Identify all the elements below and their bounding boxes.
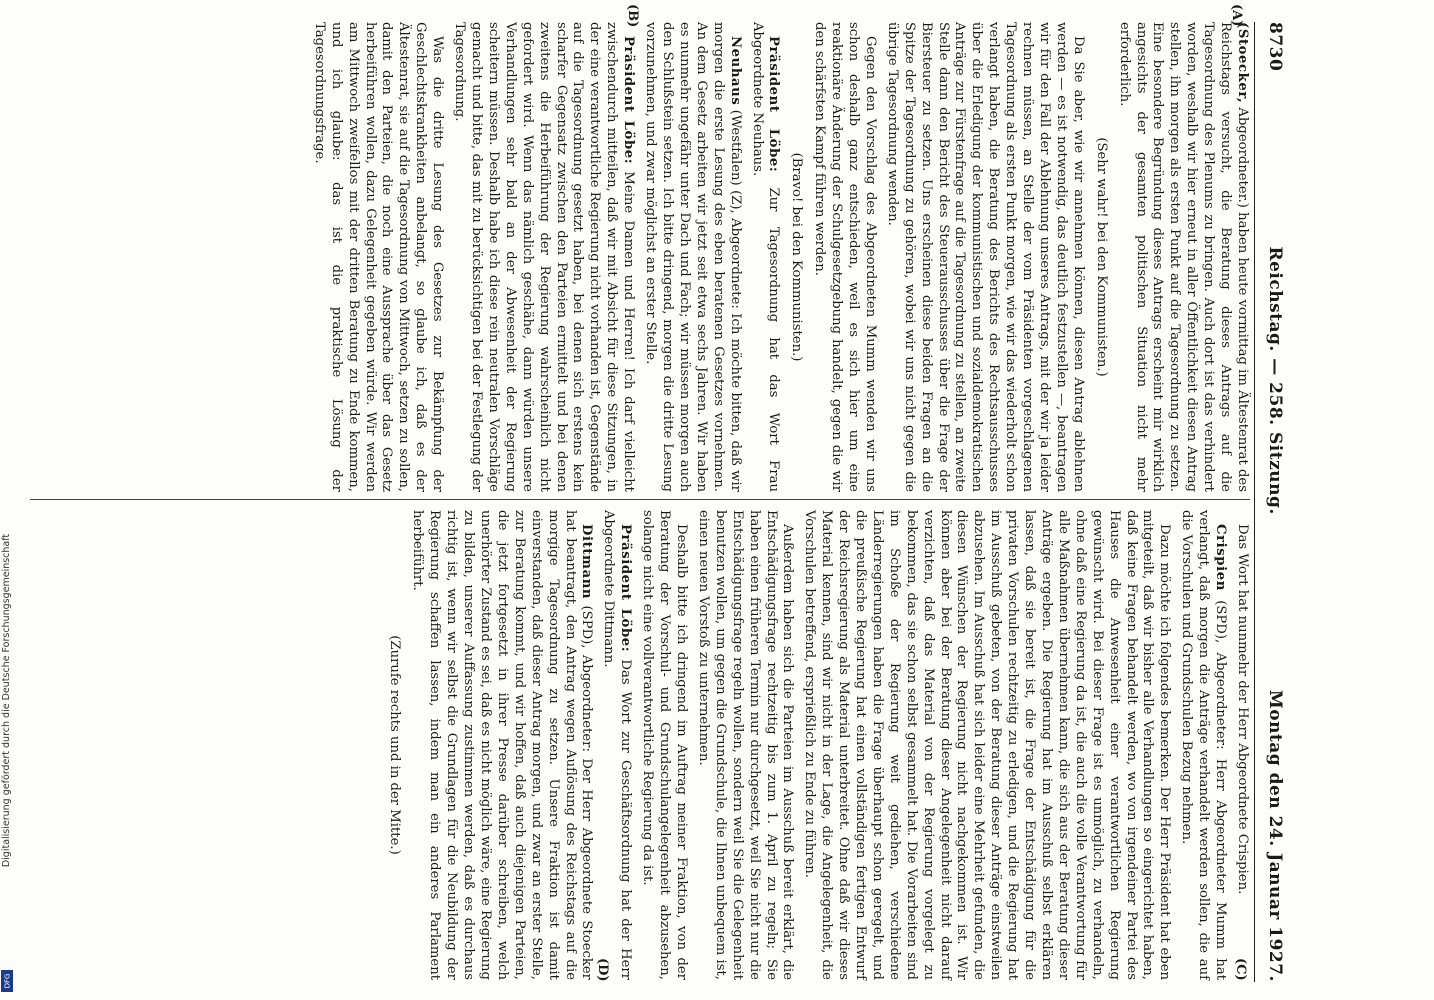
margin-letter-a: (A) xyxy=(1229,4,1244,27)
dfg-logo xyxy=(1,970,13,992)
paragraph: Dazu möchte ich folgendes bemerken. Der Herr Präsident hat eben mitgeteilt, daß wir bisher alle Verhandlungen so eingerichtet haben, daß keine Fragen behandelt werden, wo von irgendeiner Partei des Hauses die Anwesenheit einer verantwortlichen Regierung gewünscht wird. Bei dieser Frage ist es unmöglich, zu verhandeln, ohne daß eine Regierung da ist, die auch die volle Verantwortung für alle Maßnahmen übernehmen kann, die sich aus der Beratung dieser Anträge ergeben. Die Regierung hat im Ausschuß selbst erklären lassen, daß sie bereit ist, die Frage der Entschädigung für die privaten Vorschulen rechtzeitig zu erledigen, und die Regierung hat im Ausschuß gebeten, von der Beratung dieser Anträge einstweilen abzusehen. Im Ausschuß hat sich leider eine Mehrheit gefunden, die diesen Wünschen der Regierung nicht nachgekommen ist. Wir können aber bei der Beratung dieser Angelegenheit nicht darauf verzichten, daß das Material von der Regierung vorgelegt zu bekommen, das sie schon selbst gesammelt hat. Die Vorarbeiten sind im Schoße der Regierung weit gediehen, verschiedene Länderregierungen haben die Frage überhaupt schon geregelt, und die preußische Regierung hat einen vollständigen fertigen Entwurf der Reichsregierung als Material unterbreitet. Ohne daß wir dieses Material kennen, sind wir nicht in der Lage, die Angelegenheit, die Vorschulen betreffend, ersprießlich zu Ende zu führen. xyxy=(802,510,1173,980)
column-divider xyxy=(30,499,1250,500)
paragraph: Was die dritte Lesung des Gesetzes zur Bekämpfung der Geschlechtskrankheiten anbelangt, so glaube ich, daß es der Ältestenrat, sie auf die Tagesordnung von Mittwoch, setzen zu sollen, damit den Parteien, die noch eine Aussprache über das Gesetz herbeiführen wollen, dazu Gelegenheit gegeben würde. Wir werden am Mittwoch zweifellos mit der dritten Beratung zu Ende kommen, und ich glaube: das ist die praktische Lösung der Tagesordnungsfrage. xyxy=(311,22,446,492)
speaker-name: Präsident Löbe: xyxy=(621,36,637,165)
speaker-name: Dittmann xyxy=(579,524,595,600)
paragraph: Außerdem haben sich die Parteien im Ausschuß bereit erklärt, die Entschädigungsfrage rechtzeitig bis zum 1. April zu regeln; Sie haben einen früheren Termin nur durchgesetzt, weil Sie nicht nur die Entschädigungsfrage regeln wollen, sondern weil Sie die Gelegenheit benutzen wollen, um gegen die Grundschule, die Ihnen unbequem ist, einen neuen Vorstoß zu unternehmen. xyxy=(695,510,796,980)
margin-letter-b: (B) xyxy=(625,4,640,28)
paragraph-text: Das Wort zur Geschäftsordnung hat der Herr Abgeordnete Dittmann. xyxy=(601,510,634,980)
page-header xyxy=(1258,22,1292,982)
paragraph xyxy=(641,22,742,492)
dfg-logo-text: DFG xyxy=(3,973,11,989)
paragraph xyxy=(1177,510,1228,980)
paragraph xyxy=(748,22,782,492)
speaker-name: (Stoecker, xyxy=(1235,22,1250,104)
paragraph-text: (SPD), Abgeordneter: Herr Abgeordneter Mumm hat verlangt, daß morgen die Anträge verhandelt werden sollen, die auf die Vorschulen und Grundschulen Bezug nehmen. xyxy=(1179,510,1229,980)
paragraph xyxy=(599,510,633,980)
funding-note-text: Digitalisierung gefördert durch die Deutsche Forschungsgemeinschaft xyxy=(1,533,13,867)
speaker-name: Präsident Löbe: xyxy=(766,36,782,173)
paragraph xyxy=(1115,22,1250,492)
applause-note: (Bravo! bei den Kommunisten.) xyxy=(789,152,805,362)
paragraph xyxy=(409,510,595,980)
margin-letter-c: (C) xyxy=(1233,958,1248,981)
paragraph-text: Meine Damen und Herren! Ich darf vielleicht zwischendurch mitteilen, daß wir mit Absicht für diese Sitzungen, in der eine verantwortliche Regierung nicht vorhanden ist, Gegenstände auf die Tagesordnung gesetzt haben, bei denen sich erstens kein scharfer Gegensatz zwischen den Parteien ermittelt und bei denen zweitens die Herbeiführung der Regierung wahrscheinlich nicht gefordert wird. Wenn das nämlich geschähe, dann würden unsere Verhandlungen sehr bald an der Abwesenheit der Regierung scheitern müssen. Deshalb habe ich diese rein neutralen Vorschläge gemacht und bitte, das mit zu berücksichtigen bei der Festlegung der Tagesordnung. xyxy=(452,22,637,492)
speaker-role: Abgeordneter.) xyxy=(1235,107,1250,208)
paragraph-text: haben heute vormittag im Ältestenrat des Reichstags versucht, die Beratung dieses Antrags auf die Tagesordnung des Plenums zu bringen. Auch dort ist das verhindert worden, weshalb wir hier erneut in aller Öffentlichkeit diesen Antrag stellen, ihn morgen als ersten Punkt auf die Tagesordnung zu setzen. Eine besondere Begründung dieses Antrags erscheint mir wirklich angesichts der gesamten politischen Situation nicht mehr erforderlich. xyxy=(1116,22,1250,492)
paragraph: Da Sie aber, wie wir annehmen können, diesen Antrag ablehnen werden — es ist notwendig, das deutlich festzustellen —, beantragen wir für den Fall der Ablehnung unseres Antrags, mit der wir ja leider rechnen müssen, an Stelle der vom Präsidenten vorgeschlagenen Tagesordnung als ersten Punkt morgen, wie wir das wiederholt schon verlangt haben, die Beratung des Berichts des Rechtsausschusses über die Erledigung der kommunistischen und sozialdemokratischen Anträge zur Fürstenfrage auf die Tagesordnung zu stellen, an zweite Stelle dann den Bericht des Steuerausschusses über die Frage der Biersteuer zu setzen. Uns erscheinen diese beiden Fragen an die Spitze der Tagesordnung zu gehören, wobei wir uns nicht gegen die übrige Tagesordnung wenden. xyxy=(884,22,1086,492)
speaker-name: Neuhaus xyxy=(727,36,743,106)
paragraph: Gegen den Vorschlag des Abgeordneten Mumm wenden wir uns schon deshalb ganz entschieden, weil es sich hier um eine reaktionäre Änderung der Schulgesetzgebung handelt, gegen die wir den schärfsten Kampf führen werden. xyxy=(812,22,878,492)
funding-note xyxy=(0,440,14,960)
right-column xyxy=(380,510,1250,980)
paragraph xyxy=(450,22,636,492)
paragraph: Deshalb bitte ich dringend im Auftrag meiner Fraktion, von der Beratung der Vorschul- und Grundschulangelegenheit abzusehen, solange nicht eine vollverantwortliche Regierung da ist. xyxy=(640,510,689,980)
applause-note: (Sehr wahr! bei den Kommunisten.) xyxy=(1093,137,1109,377)
page-title: Reichstag. — 258. Sitzung. xyxy=(1265,246,1285,515)
interjection-note: (Zurufe rechts und in der Mitte.) xyxy=(387,635,403,855)
page-number: 8730 xyxy=(1265,22,1285,72)
margin-letter-d: (D) xyxy=(595,958,610,982)
speaker-name: Präsident Löbe: xyxy=(618,524,634,653)
speaker-name: Crispien xyxy=(1213,524,1229,591)
rotated-page xyxy=(10,0,1310,1000)
paragraph-text: Zur Tagesordnung hat das Wort Frau Abgeordnete Neuhaus. xyxy=(749,22,782,492)
left-column xyxy=(305,22,1250,492)
paragraph: Das Wort hat nunmehr der Herr Abgeordnete Crispien. xyxy=(1235,524,1250,895)
page-date: Montag den 24. Januar 1927. xyxy=(1265,689,1285,982)
paragraph-text: (SPD), Abgeordneter: Der Herr Abgeordnete Stoecker hat beantragt, den Antrag wegen Auflösung des Reichstags auf die morgige Tagesordnung zu setzen. Unsere Fraktion ist damit einverstanden, daß dieser Antrag morgen, und zwar an erster Stelle, zur Beratung kommt, und wir hoffen, daß auch diejenigen Parteien, die jetzt fortgesetzt in ihrer Presse darüber schreiben, welch unerhörter Zustand es sei, daß es nicht möglich wäre, eine Regierung zu bilden, unserer Auffassung zustimmen werden, daß es durchaus richtig ist, wenn wir selbst die Grundlagen für die Neubildung der Regierung schaffen lassen, indem man ein anderes Parlament herbeiführt. xyxy=(410,510,595,980)
paragraph-text: (Westfalen) (Z), Abgeordnete: Ich möchte bitten, daß wir morgen die erste Lesung des eben beratenen Gesetzes vornehmen. An dem Gesetz arbeiten wir jetzt seit etwa sechs Jahren. Wir haben es nunmehr ungefähr unter Dach und Fach; wir müssen morgen auch den Schlußstein setzen. Ich bitte dringend, morgen die dritte Lesung vorzunehmen, und zwar möglichst an erster Stelle. xyxy=(643,22,743,492)
header-rule xyxy=(1254,22,1255,982)
